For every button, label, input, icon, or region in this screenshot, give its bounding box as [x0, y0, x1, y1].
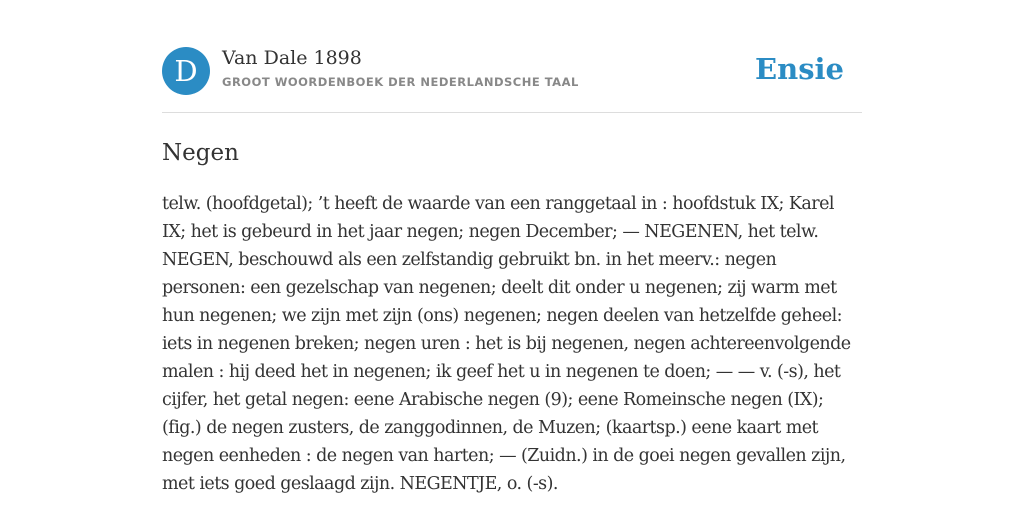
brand-logo[interactable]: Ensie: [755, 52, 844, 86]
entry-definition: telw. (hoofdgetal); ’t heeft de waarde van een ranggetaal in : hoofdstuk IX; Karel IX; het is gebeurd in het jaar negen; negen December; — NEGENEN, het telw. NEGEN, beschouwd als een zelfstandig gebruikt bn. in het meerv.: negen personen: een gezelschap van negenen; deelt dit onder u negenen; zij warm met hun negenen; we zijn met zijn (ons) negenen; negen deelen van hetzelfde geheel: iets in negenen breken; negen uren : het is bij negenen, negen achtereenvolgende malen : hij deed het in negenen; ik geef het u in negenen te doen; — — v. (-s), het cijfer, het getal negen: eene Arabische negen (9); eene Romeinsche negen (IX); (fig.) de negen zusters, de zanggodinnen, de Muzen; (kaartsp.) eene kaart met negen eenheden : de negen van harten; — (Zuidn.) in de goei negen gevallen zijn, met iets goed geslaagd zijn. NEGENTJE, o. (-s).: [162, 194, 851, 494]
source-title[interactable]: Van Dale 1898: [222, 47, 362, 69]
source-subtitle: GROOT WOORDENBOEK DER NEDERLANDSCHE TAAL: [222, 75, 579, 89]
entry-title: Negen: [162, 140, 239, 166]
header: [162, 0, 862, 113]
page-container: [162, 0, 862, 494]
source-logo-icon[interactable]: D: [162, 47, 210, 95]
